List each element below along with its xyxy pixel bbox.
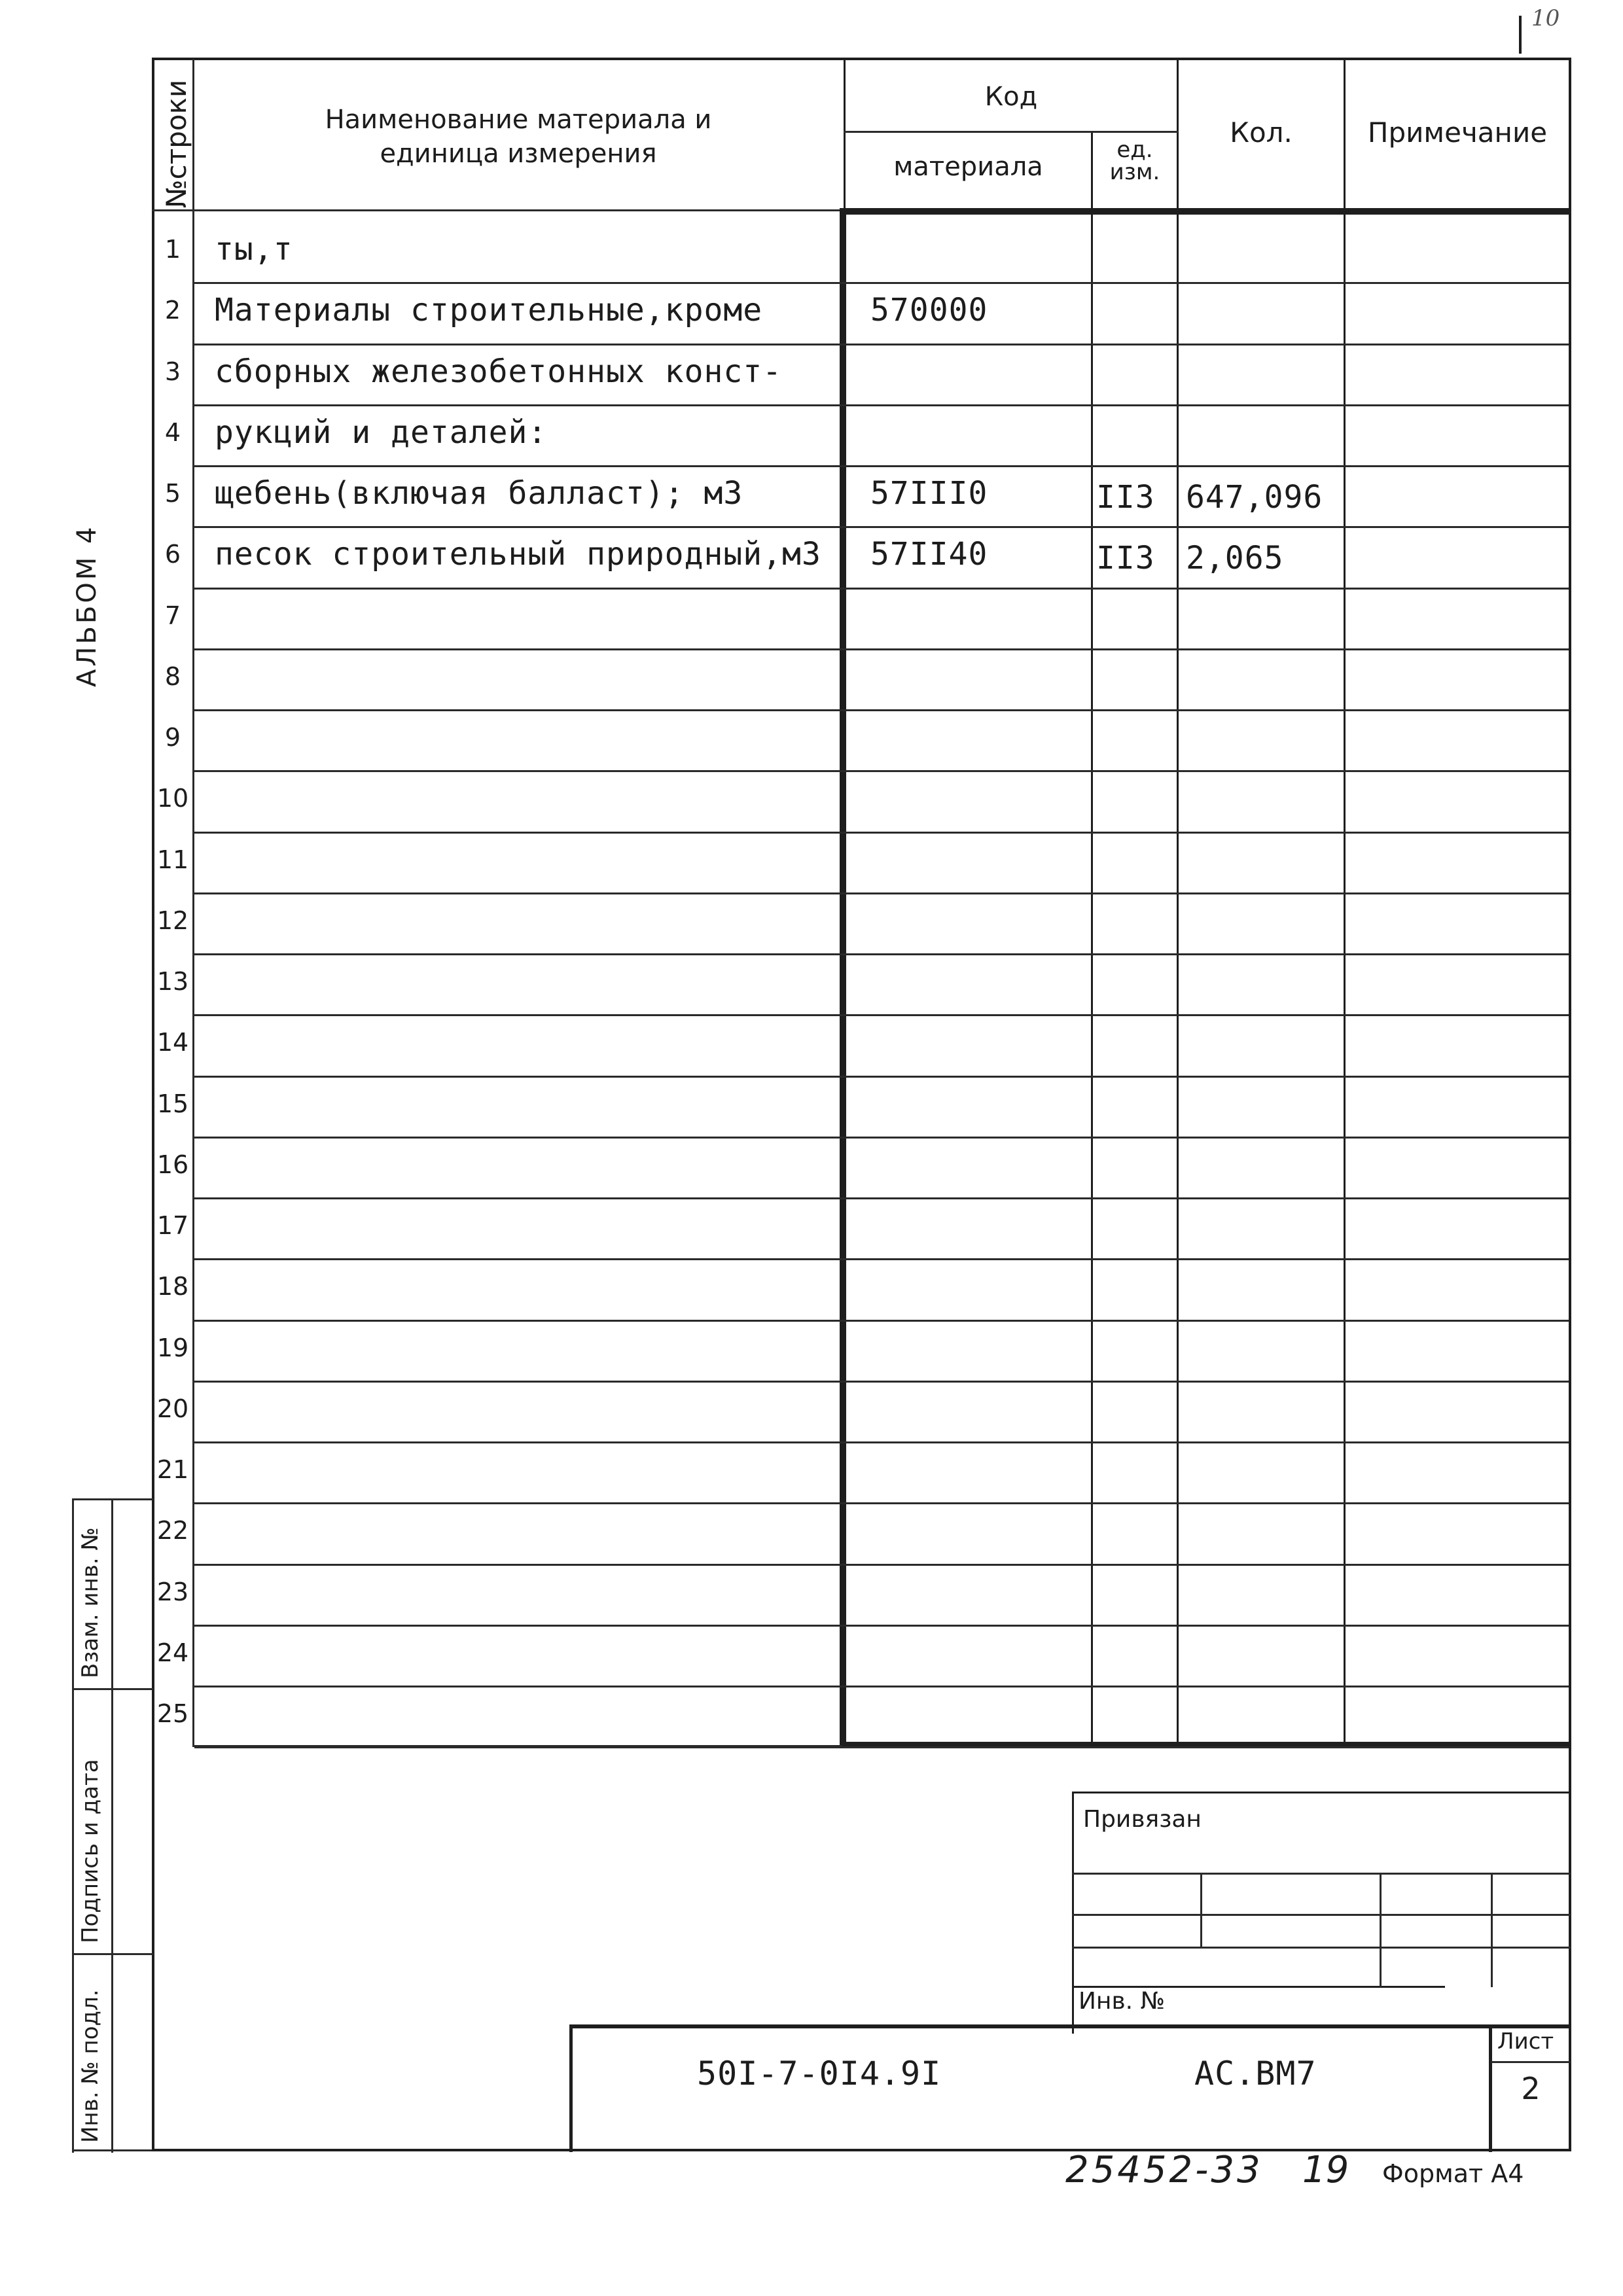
row-number: 7 bbox=[164, 601, 181, 630]
row-line bbox=[194, 1014, 1569, 1016]
tb-vline-1 bbox=[1200, 1873, 1202, 1948]
tb-top bbox=[1072, 1792, 1571, 1793]
row-line bbox=[194, 344, 1569, 345]
row-line bbox=[194, 892, 1569, 894]
row-number: 12 bbox=[156, 906, 189, 935]
row-number: 21 bbox=[156, 1455, 189, 1484]
row-number: 17 bbox=[156, 1211, 189, 1240]
row-number: 2 bbox=[164, 296, 181, 325]
stamp-outer-left bbox=[72, 1498, 74, 2153]
row-line bbox=[194, 1441, 1569, 1443]
row-number: 3 bbox=[164, 357, 181, 386]
row-name: песок строительный природный,м3 bbox=[215, 536, 821, 573]
row-line bbox=[194, 1746, 1569, 1748]
row-line bbox=[194, 648, 1569, 650]
row-number: 1 bbox=[164, 235, 181, 264]
stamp-podpis: Подпись и дата bbox=[77, 1759, 103, 1943]
tb-vline-3 bbox=[1491, 1873, 1493, 1987]
row-line bbox=[194, 404, 1569, 406]
header-note: Примечание bbox=[1367, 116, 1548, 149]
sheet-divider bbox=[1491, 2061, 1571, 2063]
row-number: 11 bbox=[156, 845, 189, 874]
doc-mark: АС.ВМ7 bbox=[1194, 2055, 1317, 2093]
row-number: 4 bbox=[164, 418, 181, 447]
sheet-label: Лист bbox=[1497, 2028, 1554, 2055]
stamp-main-left bbox=[569, 2024, 573, 2152]
header-bottom-heavy bbox=[841, 208, 1571, 215]
row-number: 15 bbox=[156, 1089, 189, 1118]
data-box-left bbox=[840, 208, 846, 1747]
header-bottom-line bbox=[152, 209, 846, 211]
header-code-unit-line2: изм. bbox=[1109, 159, 1160, 185]
header-code-unit-line1: ед. bbox=[1116, 137, 1153, 163]
row-name: Материалы строительные,кроме bbox=[215, 292, 763, 328]
col-divider-qty bbox=[1177, 209, 1179, 1746]
row-line bbox=[194, 1502, 1569, 1504]
row-number: 16 bbox=[156, 1150, 189, 1179]
album-label: АЛЬБОМ 4 bbox=[72, 524, 102, 687]
stamp-inner-line bbox=[111, 1498, 113, 2153]
archive-sub: 19 bbox=[1302, 2149, 1349, 2191]
row-name: щебень(включая балласт); м3 bbox=[215, 475, 743, 512]
row-number: 24 bbox=[156, 1638, 189, 1667]
tb-line-2 bbox=[1072, 1914, 1571, 1916]
doc-code: 50I-7-0I4.9I bbox=[697, 2055, 942, 2093]
row-number: 19 bbox=[156, 1333, 189, 1362]
row-number: 5 bbox=[164, 479, 181, 508]
row-name: ты,т bbox=[215, 231, 293, 268]
row-line bbox=[194, 1686, 1569, 1687]
stamp-div-1 bbox=[72, 1688, 153, 1690]
row-number: 13 bbox=[156, 967, 189, 996]
row-line bbox=[194, 1137, 1569, 1139]
row-number: 6 bbox=[164, 540, 181, 569]
stamp-vzam: Взам. инв. № bbox=[77, 1527, 103, 1678]
header-code: Код bbox=[984, 82, 1038, 112]
format-label: Формат А4 bbox=[1382, 2159, 1524, 2188]
row-number: 18 bbox=[156, 1272, 189, 1301]
row-line bbox=[194, 526, 1569, 528]
inv-no-label: Инв. № bbox=[1079, 1988, 1166, 2015]
row-unit: II3 bbox=[1096, 479, 1155, 516]
row-qty: 2,065 bbox=[1186, 540, 1284, 576]
header-code-material: материала bbox=[893, 152, 1043, 182]
col-divider-rowno bbox=[192, 59, 194, 1747]
header-row-no: №строки bbox=[160, 79, 192, 208]
page-number-mark: 10 bbox=[1531, 5, 1560, 31]
header-name-line1: Наименование материала и bbox=[325, 105, 712, 135]
row-code: 570000 bbox=[870, 292, 988, 328]
tb-line-3 bbox=[1072, 1947, 1571, 1949]
row-unit: II3 bbox=[1096, 540, 1155, 576]
row-number: 14 bbox=[156, 1028, 189, 1057]
row-name: сборных железобетонных конст- bbox=[215, 353, 783, 390]
row-line bbox=[194, 770, 1569, 772]
stamp-div-2 bbox=[72, 1953, 153, 1955]
row-line bbox=[194, 1381, 1569, 1383]
row-qty: 647,096 bbox=[1186, 479, 1323, 516]
row-number: 23 bbox=[156, 1578, 189, 1606]
row-line bbox=[194, 282, 1569, 284]
tb-left bbox=[1072, 1792, 1074, 2034]
frame-right bbox=[1569, 58, 1571, 2151]
sheet-number: 2 bbox=[1521, 2071, 1541, 2106]
row-number: 22 bbox=[156, 1516, 189, 1545]
stamp-inv-podl: Инв. № подл. bbox=[77, 1989, 103, 2143]
col-divider-unit bbox=[1091, 209, 1093, 1746]
frame-bottom bbox=[152, 2149, 1571, 2151]
row-line bbox=[194, 1076, 1569, 1078]
row-line bbox=[194, 832, 1569, 834]
stamp-top bbox=[72, 1498, 153, 1500]
privyazan-label: Привязан bbox=[1083, 1806, 1202, 1833]
row-number: 25 bbox=[156, 1699, 189, 1728]
row-name: рукций и деталей: bbox=[215, 414, 548, 451]
stamp-main-top bbox=[569, 2024, 1571, 2028]
row-line bbox=[194, 1197, 1569, 1199]
header-qty: Кол. bbox=[1230, 116, 1293, 149]
row-line bbox=[194, 1625, 1569, 1627]
row-number: 8 bbox=[164, 662, 181, 691]
tb-vline-2 bbox=[1380, 1873, 1382, 1987]
row-code: 57II40 bbox=[870, 536, 988, 573]
row-line bbox=[194, 1258, 1569, 1260]
row-line bbox=[194, 588, 1569, 590]
row-code: 57III0 bbox=[870, 475, 988, 512]
row-line bbox=[194, 709, 1569, 711]
row-number: 9 bbox=[164, 723, 181, 752]
archive-number: 25452-33 bbox=[1065, 2149, 1263, 2191]
row-number: 20 bbox=[156, 1394, 189, 1423]
frame-top bbox=[152, 58, 1571, 60]
row-line bbox=[194, 953, 1569, 955]
row-line bbox=[194, 465, 1569, 467]
row-line bbox=[194, 1564, 1569, 1566]
row-line bbox=[194, 1320, 1569, 1322]
code-subheader-line bbox=[844, 131, 1179, 133]
corner-tick bbox=[1519, 16, 1522, 54]
stamp-bottom bbox=[72, 2149, 153, 2151]
row-number: 10 bbox=[156, 784, 189, 813]
col-divider-note bbox=[1344, 209, 1346, 1746]
tb-line-1 bbox=[1072, 1873, 1571, 1875]
header-name-line2: единица измерения bbox=[380, 139, 657, 169]
